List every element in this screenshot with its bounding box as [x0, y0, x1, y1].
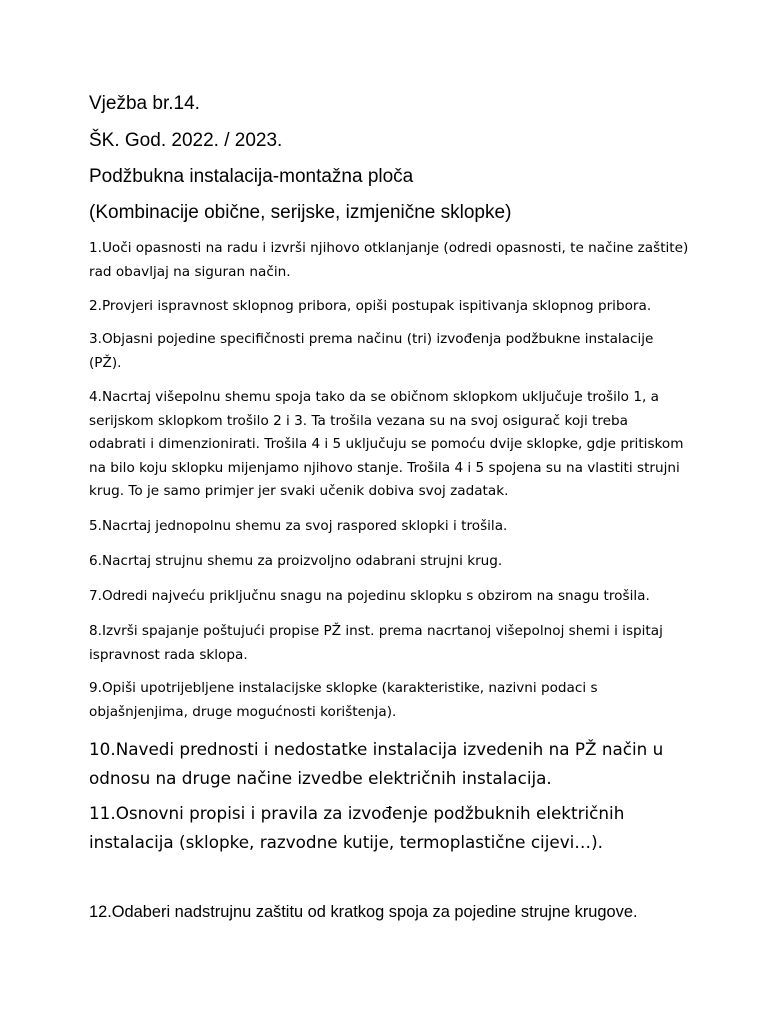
task-11: 11.Osnovni propisi i pravila za izvođenje podžbuknih električnih instalacija (sklopke, razvodne kutije, termoplastične cijevi…).	[89, 803, 625, 852]
task-3: 3.Objasni pojedine specifičnosti prema načinu (tri) izvođenja podžbukne instalacije (PŽ).	[89, 331, 654, 371]
task-2: 2.Provjeri ispravnost sklopnog pribora, opiši postupak ispitivanja sklopnog pribora.	[89, 298, 652, 314]
task-6: 6.Nacrtaj strujnu shemu za proizvoljno odabrani strujni krug.	[89, 553, 503, 569]
document-title: Podžbukna instalacija-montažna ploča	[89, 166, 414, 187]
task-4: 4.Nacrtaj višepolnu shemu spoja tako da se običnom sklopkom uključuje trošilo 1, a serijskom sklopkom trošilo 2 i 3. Ta trošila vezana su na svoj osigurač koji treba odabrati i dimenzionirati. Trošila 4 i 5 uključuju se pomoću dvije sklopke, gdje pritiskom na bilo koju sklopku mijenjamo njihovo stanje. Trošila 4 i 5 spojena su na vlastiti strujni krug. To je samo primjer jer svaki učenik dobiva svoj zadatak.	[89, 389, 684, 499]
task-8: 8.Izvrši spajanje poštujući propise PŽ inst. prema nacrtanoj višepolnoj shemi i ispitaj ispravnost rada sklopa.	[89, 623, 663, 663]
task-10: 10.Navedi prednosti i nedostatke instalacija izvedenih na PŽ način u odnosu na druge načine izvedbe električnih instalacija.	[89, 739, 664, 788]
task-5: 5.Nacrtaj jednopolnu shemu za svoj raspored sklopki i trošila.	[89, 518, 508, 534]
task-12: 12.Odaberi nadstrujnu zaštitu od kratkog spoja za pojedine strujne krugove.	[89, 903, 638, 921]
document-subtitle: (Kombinacije obične, serijske, izmjenične sklopke)	[89, 202, 512, 223]
task-1: 1.Uoči opasnosti na radu i izvrši njihovo otklanjanje (odredi opasnosti, te načine zaštite) rad obavljaj na siguran način.	[89, 240, 689, 280]
task-7: 7.Odredi najveću priključnu snagu na pojedinu sklopku s obzirom na snagu trošila.	[89, 588, 650, 604]
task-9: 9.Opiši upotrijebljene instalacijske sklopke (karakteristike, nazivni podaci s objašnjenjima, druge mogućnosti korištenja).	[89, 680, 598, 720]
school-year: ŠK. God. 2022. / 2023.	[89, 130, 283, 151]
exercise-number: Vježba br.14.	[89, 93, 200, 114]
